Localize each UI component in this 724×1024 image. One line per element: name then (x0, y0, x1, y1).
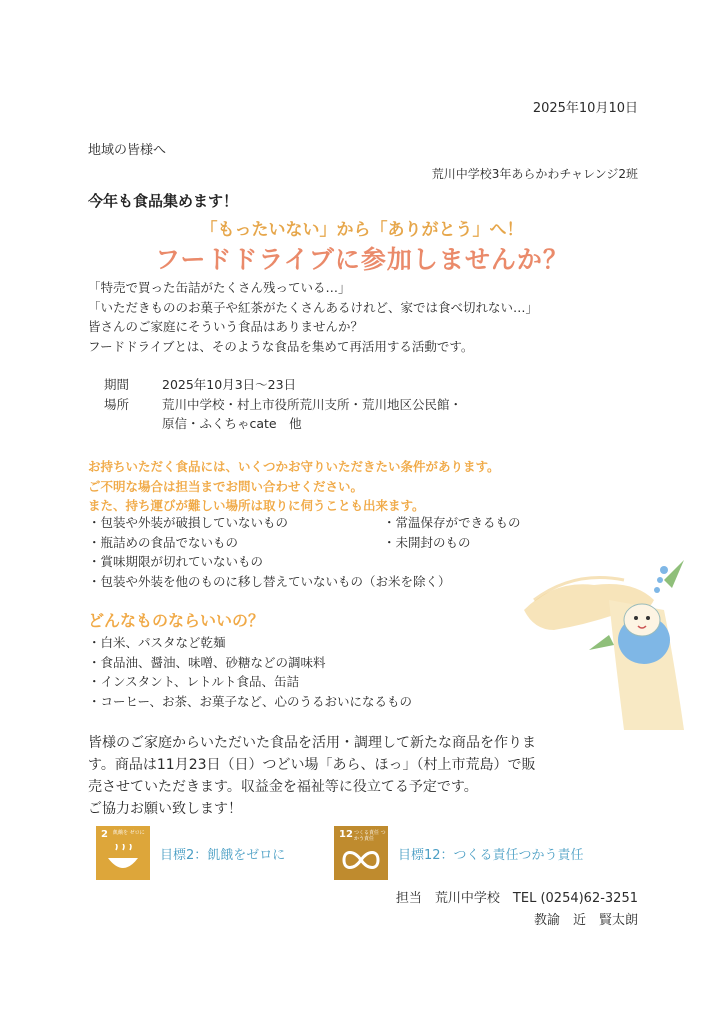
contact-teacher: 教諭 近 賢太朗 (533, 913, 638, 928)
sdg-goal-2-badge (96, 826, 150, 880)
list-item: ・インスタント、レトルト食品、缶詰 (88, 674, 300, 689)
accepted-items-list (88, 633, 412, 711)
sdg-number: 12 (339, 829, 353, 840)
sender-name: 荒川中学校3年あらかわチャレンジ2班 (431, 167, 638, 181)
conditions-note-line: ご不明な場合は担当までお問い合わせください。 (88, 478, 364, 494)
contact-info (396, 888, 638, 932)
place-value-continued: 原信・ふくちゃcate 他 (162, 416, 302, 431)
condition-item: ・瓶詰めの食品でないもの (88, 534, 239, 550)
condition-item: ・賞味期限が切れていないもの (88, 554, 264, 569)
closing-line: ご協力お願い致します！ (88, 801, 242, 817)
sdg-goal-12-label: 目標12：つくる責任つかう責任 (398, 847, 584, 863)
list-item: ・食品油、醤油、味噌、砂糖などの調味料 (88, 654, 326, 670)
condition-item: ・未開封のもの (383, 534, 471, 550)
list-item: ・コーヒー、お茶、お菓子など、心のうるおいになるもの (88, 693, 413, 709)
sdg-goal-2 (96, 826, 285, 880)
accepted-items-heading: どんなものならいいの？ (88, 611, 265, 630)
intro-paragraph (88, 278, 648, 356)
intro-line: 「特売で買った缶詰がたくさん残っている…」 (88, 280, 351, 295)
place-label: 場所 (104, 396, 130, 412)
sdg-goal-12-badge (334, 826, 388, 880)
condition-item: ・包装や外装を他のものに移し替えていないもの（お米を除く） (88, 573, 451, 589)
conditions-note (88, 457, 500, 516)
bowl-icon (96, 844, 150, 876)
conditions-note-line: また、持ち運びが難しい場所は取りに伺うことも出来ます。 (88, 498, 425, 513)
sdg-icon-text: 飢餓を ゼロに (113, 830, 145, 836)
place-value: 荒川中学校・村上市役所荒川支所・荒川地区公民館・ (162, 396, 463, 412)
conditions-note-line: お持ちいただく食品には、いくつかお守りいただきたい条件があります。 (88, 459, 500, 474)
infinity-icon (334, 844, 388, 876)
condition-item: ・包装や外装が破損していないもの (88, 515, 289, 530)
period-value: 2025年10月3日～23日 (162, 377, 297, 392)
closing-paragraph (88, 732, 648, 820)
period-label: 期間 (104, 377, 130, 392)
condition-item: ・常温保存ができるもの (383, 515, 521, 530)
document-date: 2025年10月10日 (532, 101, 638, 116)
mascot-illustration (514, 540, 694, 740)
sdg-number: 2 (101, 829, 108, 840)
greeting: 地域の皆様へ (88, 143, 167, 158)
lead-heading: 今年も食品集めます！ (88, 192, 239, 210)
sdg-goal-2-label: 目標2：飢餓をゼロに (160, 847, 286, 863)
intro-line: フードドライブとは、そのような食品を集めて再活用する活動です。 (88, 338, 474, 354)
closing-line: 売させていただきます。収益金を福祉等に役立てる予定です。 (88, 779, 478, 795)
event-info (104, 375, 462, 434)
list-item: ・白米、パスタなど乾麺 (88, 635, 226, 650)
subtitle: 「もったいない」から「ありがとう」へ！ (200, 220, 524, 240)
intro-line: 皆さんのご家庭にそういう食品はありませんか？ (88, 319, 364, 334)
contact-line: 担当 荒川中学校 TEL (0254)62-3251 (395, 891, 638, 906)
closing-line: す。商品は11月23日（日）つどい場「あら、ほっ」（村上市荒島）で販 (88, 757, 536, 773)
page-title: フードドライブに参加しませんか？ (155, 245, 569, 274)
sdg-goal-12 (334, 826, 584, 880)
intro-line: 「いただきもののお菓子や紅茶がたくさんあるけれど、家では食べ切れない…」 (88, 299, 539, 315)
sdg-icon-text: つくる責任 つかう責任 (354, 830, 386, 842)
closing-line: 皆様のご家庭からいただいた食品を活用・調理して新たな商品を作りま (88, 735, 536, 751)
